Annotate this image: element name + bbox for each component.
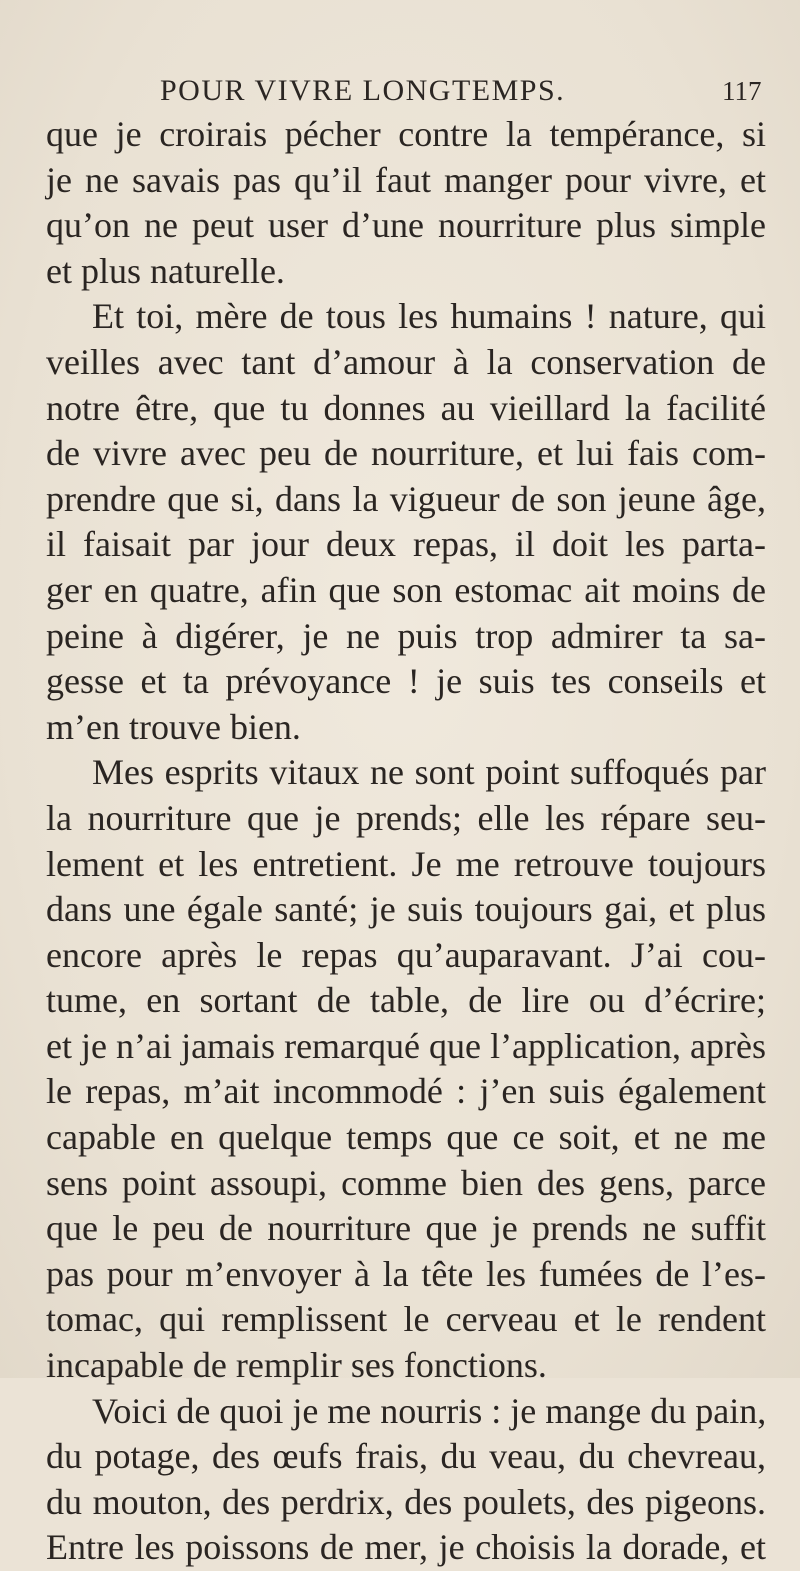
text-line: encore après le repas qu’auparavant. J’ai cou- [46,934,766,975]
text-line: du potage, des œufs frais, du veau, du chevreau, [46,1436,766,1477]
text-line: capable en quelque temps que ce soit, et ne me [46,1117,766,1158]
text-line: Entre les poissons de mer, je choisis la dorade, et [46,1527,766,1568]
paragraph-first-line: Voici de quoi je me nourris : je mange du pain, [92,1390,767,1431]
text-line: dans une égale santé; je suis toujours gai, et plus [46,889,766,930]
text-line: que le peu de nourriture que je prends ne suffit [46,1208,766,1249]
text-line: lement et les entretient. Je me retrouve toujours [46,843,766,884]
text-line: la nourriture que je prends; elle les répare seu- [46,797,766,838]
paragraph-last-line: incapable de remplir ses fonctions. [46,1345,547,1386]
page-number: 117 [722,76,762,106]
text-line: notre être, que tu donnes au vieillard la facilité [46,387,766,428]
running-head: POUR VIVRE LONGTEMPS. [160,74,566,107]
text-line: il faisait par jour deux repas, il doit les parta- [46,524,766,565]
paragraph-last-line: m’en trouve bien. [46,706,301,747]
text-line: prendre que si, dans la vigueur de son jeune âge, [46,478,766,519]
page-header [0,74,800,114]
text-line: ger en quatre, afin que son estomac ait moins de [46,569,766,610]
text-line: pas pour m’envoyer à la tête les fumées de l’es- [46,1253,766,1294]
text-line: tomac, qui remplissent le cerveau et le rendent [46,1299,766,1340]
text-line: de vivre avec peu de nourriture, et lui fais com- [46,433,766,474]
paragraph-first-line: Et toi, mère de tous les humains ! nature, qui [92,296,766,337]
text-line: du mouton, des perdrix, des poulets, des pigeons. [46,1481,766,1522]
text-line: qu’on ne peut user d’une nourriture plus simple [46,205,766,246]
body-text [46,112,766,1571]
text-line: sens point assoupi, comme bien des gens, parce [46,1162,766,1203]
text-line: veilles avec tant d’amour à la conservation de [46,341,766,382]
text-line: et je n’ai jamais remarqué que l’application, après [46,1025,766,1066]
text-line: peine à digérer, je ne puis trop admirer ta sa- [46,615,766,656]
text-line: gesse et ta prévoyance ! je suis tes conseils et [46,661,766,702]
text-line: le repas, m’ait incommodé : j’en suis également [46,1071,766,1112]
paragraph-last-line: et plus naturelle. [46,250,285,291]
text-line: je ne savais pas qu’il faut manger pour vivre, et [46,159,766,200]
paragraph-first-line: Mes esprits vitaux ne sont point suffoqués par [92,752,766,793]
text-line: tume, en sortant de table, de lire ou d’écrire; [46,980,766,1021]
text-line: que je croirais pécher contre la tempérance, si [46,114,766,154]
